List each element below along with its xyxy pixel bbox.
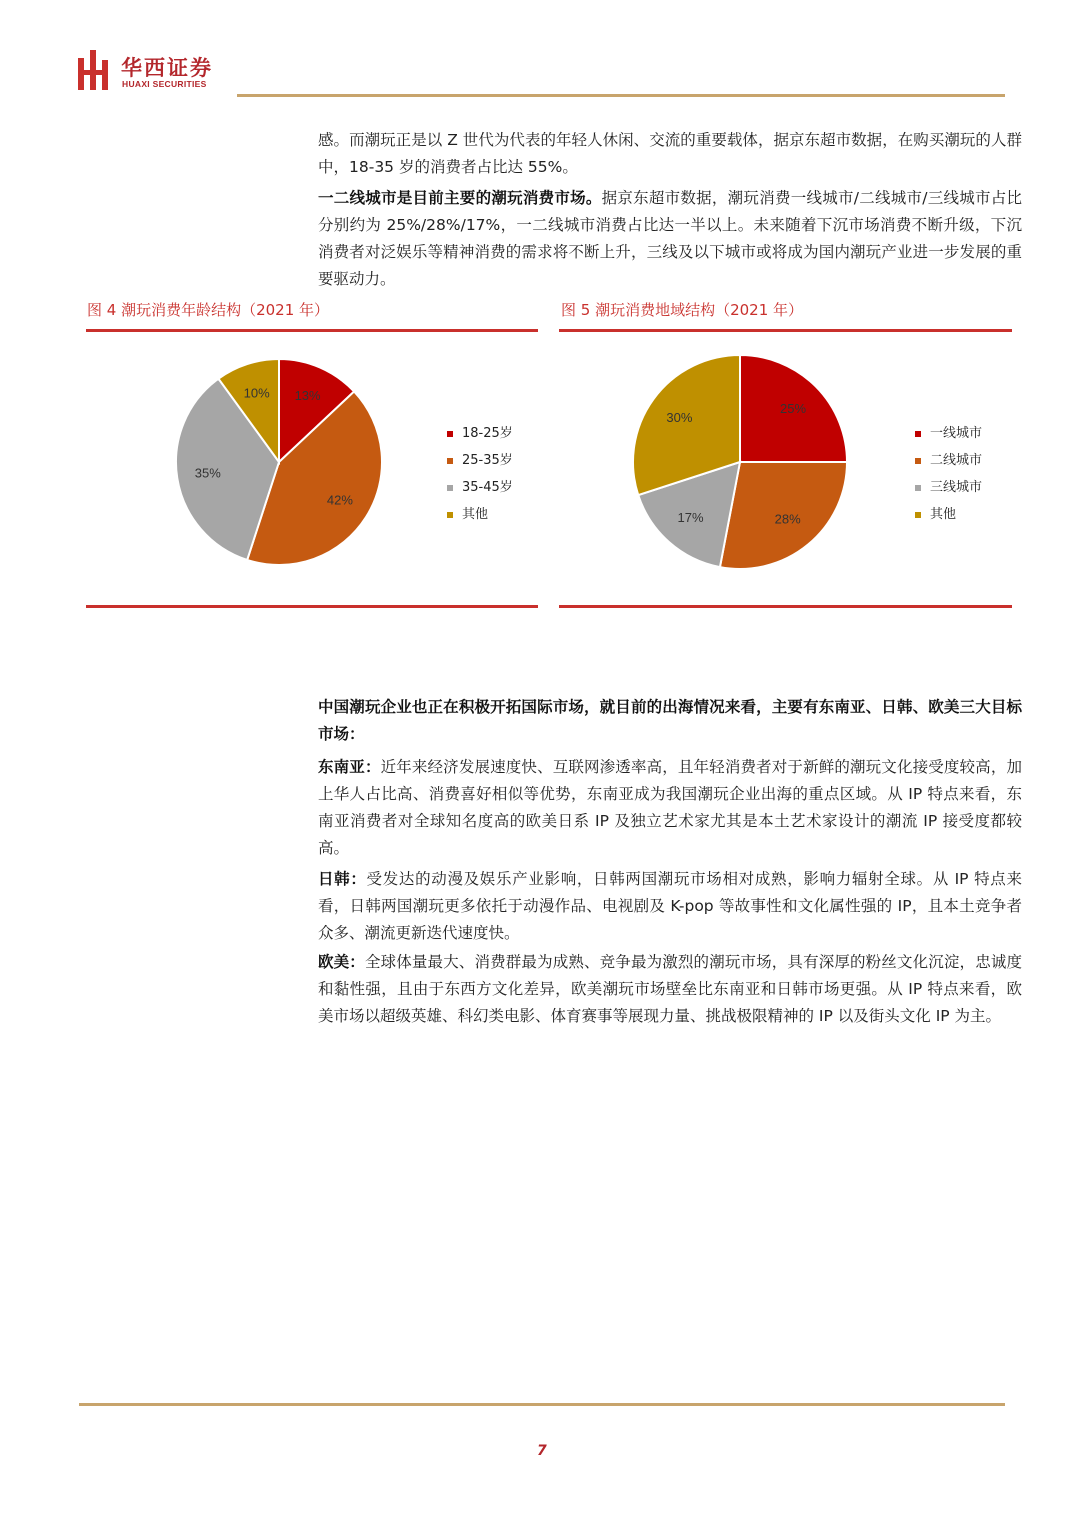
- pie-slice-label: 28%: [774, 511, 801, 527]
- footer-divider: [79, 1403, 1005, 1406]
- legend-swatch: [915, 431, 921, 437]
- paragraph-city-market-body: 据京东超市数据，潮玩消费一线城市/二线城市/三线城市占比分别约为 25%/28%/17%，一二线城市消费占比达一半以上。未来随着下沉市场消费不断升级，下沉消费者对泛娱乐等精神消费的需求将不断上升，三线及以下城市或将成为国内潮玩产业进一步发展的重要驱动力。: [318, 189, 1022, 288]
- paragraph-japan-korea-body: 受发达的动漫及娱乐产业影响，日韩两国潮玩市场相对成熟，影响力辐射全球。从 IP 特点来看，日韩两国潮玩更多依托于动漫作品、电视剧及 K-pop 等故事性和文化属性强的 IP，且本土竞争者众多、潮流更新迭代速度快。: [318, 870, 1022, 942]
- legend-swatch: [447, 458, 453, 464]
- pie-slice-label: 17%: [677, 510, 704, 526]
- header-divider: [237, 94, 1005, 97]
- paragraph-international: [318, 694, 1022, 748]
- figure-5-legend: [915, 420, 982, 528]
- legend-swatch: [447, 485, 453, 491]
- paragraph-europe-america-lead: 欧美：: [318, 953, 365, 971]
- pie-slice-label: 42%: [326, 492, 353, 508]
- legend-label: 其他: [930, 506, 957, 522]
- company-name-cn: 华西证券: [121, 56, 213, 80]
- paragraph-japan-korea-lead: 日韩：: [318, 870, 367, 888]
- legend-item: [915, 501, 982, 528]
- paragraph-japan-korea: [318, 866, 1022, 947]
- paragraph-international-lead: 中国潮玩企业也正在积极开拓国际市场，就目前的出海情况来看，主要有东南亚、日韩、欧美三大目标市场：: [318, 698, 1022, 743]
- paragraph-southeast-asia: [318, 754, 1022, 862]
- figure-5-bottom-rule: [559, 605, 1012, 608]
- legend-item: [915, 447, 982, 474]
- legend-item: [915, 420, 982, 447]
- pie-slice-label: 30%: [666, 410, 693, 425]
- figure-4-title: 图 4 潮玩消费年龄结构（2021 年）: [87, 301, 330, 319]
- figure-5-title: 图 5 潮玩消费地域结构（2021 年）: [561, 301, 804, 319]
- paragraph-southeast-asia-lead: 东南亚：: [318, 758, 381, 776]
- page-number: 7: [537, 1443, 547, 1459]
- legend-swatch: [915, 512, 921, 518]
- legend-label: 二线城市: [930, 452, 983, 468]
- legend-label: 其他: [462, 506, 489, 522]
- paragraph-city-market-lead: 一二线城市是目前主要的潮玩消费市场。: [318, 189, 602, 207]
- pie-slice-label: 35%: [194, 465, 221, 481]
- pie-slice-label: 25%: [779, 401, 807, 416]
- legend-swatch: [447, 512, 453, 518]
- pie-slice-label: 10%: [243, 385, 270, 401]
- pie-slice-label: 13%: [294, 387, 321, 403]
- legend-swatch: [447, 431, 453, 437]
- figure-4-top-rule: [86, 329, 538, 332]
- paragraph-southeast-asia-body: 近年来经济发展速度快、互联网渗透率高，且年轻消费者对于新鲜的潮玩文化接受度较高，加上华人占比高、消费喜好相似等优势，东南亚成为我国潮玩企业出海的重点区域。从 IP 特点来看，东南亚消费者对全球知名度高的欧美日系 IP 及独立艺术家尤其是本土艺术家设计的潮流 IP 接受度都较高。: [318, 758, 1022, 857]
- legend-item: [447, 501, 513, 528]
- legend-swatch: [915, 458, 921, 464]
- legend-label: 25-35岁: [462, 452, 513, 468]
- paragraph-europe-america: [318, 949, 1022, 1030]
- legend-item: [447, 447, 513, 474]
- legend-item: [915, 474, 982, 501]
- legend-item: [447, 474, 513, 501]
- huaxi-logo-icon: [78, 50, 110, 90]
- legend-label: 35-45岁: [462, 479, 513, 495]
- legend-item: [447, 420, 513, 447]
- legend-swatch: [915, 485, 921, 491]
- paragraph-europe-america-body: 全球体量最大、消费群最为成熟、竞争最为激烈的潮玩市场，具有深厚的粉丝文化沉淀，忠诚度和黏性强，且由于东西方文化差异，欧美潮玩市场壁垒比东南亚和日韩市场更强。从 IP 特点来看，欧美市场以超级英雄、科幻类电影、体育赛事等展现力量、挑战极限精神的 IP 以及街头文化 IP 为主。: [318, 953, 1022, 1025]
- paragraph-intro: 感。而潮玩正是以 Z 世代为代表的年轻人休闲、交流的重要载体，据京东超市数据，在购买潮玩的人群中，18-35 岁的消费者占比达 55%。: [318, 131, 1022, 176]
- figure-5-top-rule: [559, 329, 1012, 332]
- legend-label: 三线城市: [930, 479, 983, 495]
- legend-label: 18-25岁: [462, 425, 513, 441]
- legend-label: 一线城市: [930, 425, 983, 441]
- paragraph-city-market: [318, 185, 1022, 293]
- company-name-en: HUAXI SECURITIES: [122, 79, 207, 89]
- figure-4-bottom-rule: [86, 605, 538, 608]
- figure-4-legend: [447, 420, 513, 528]
